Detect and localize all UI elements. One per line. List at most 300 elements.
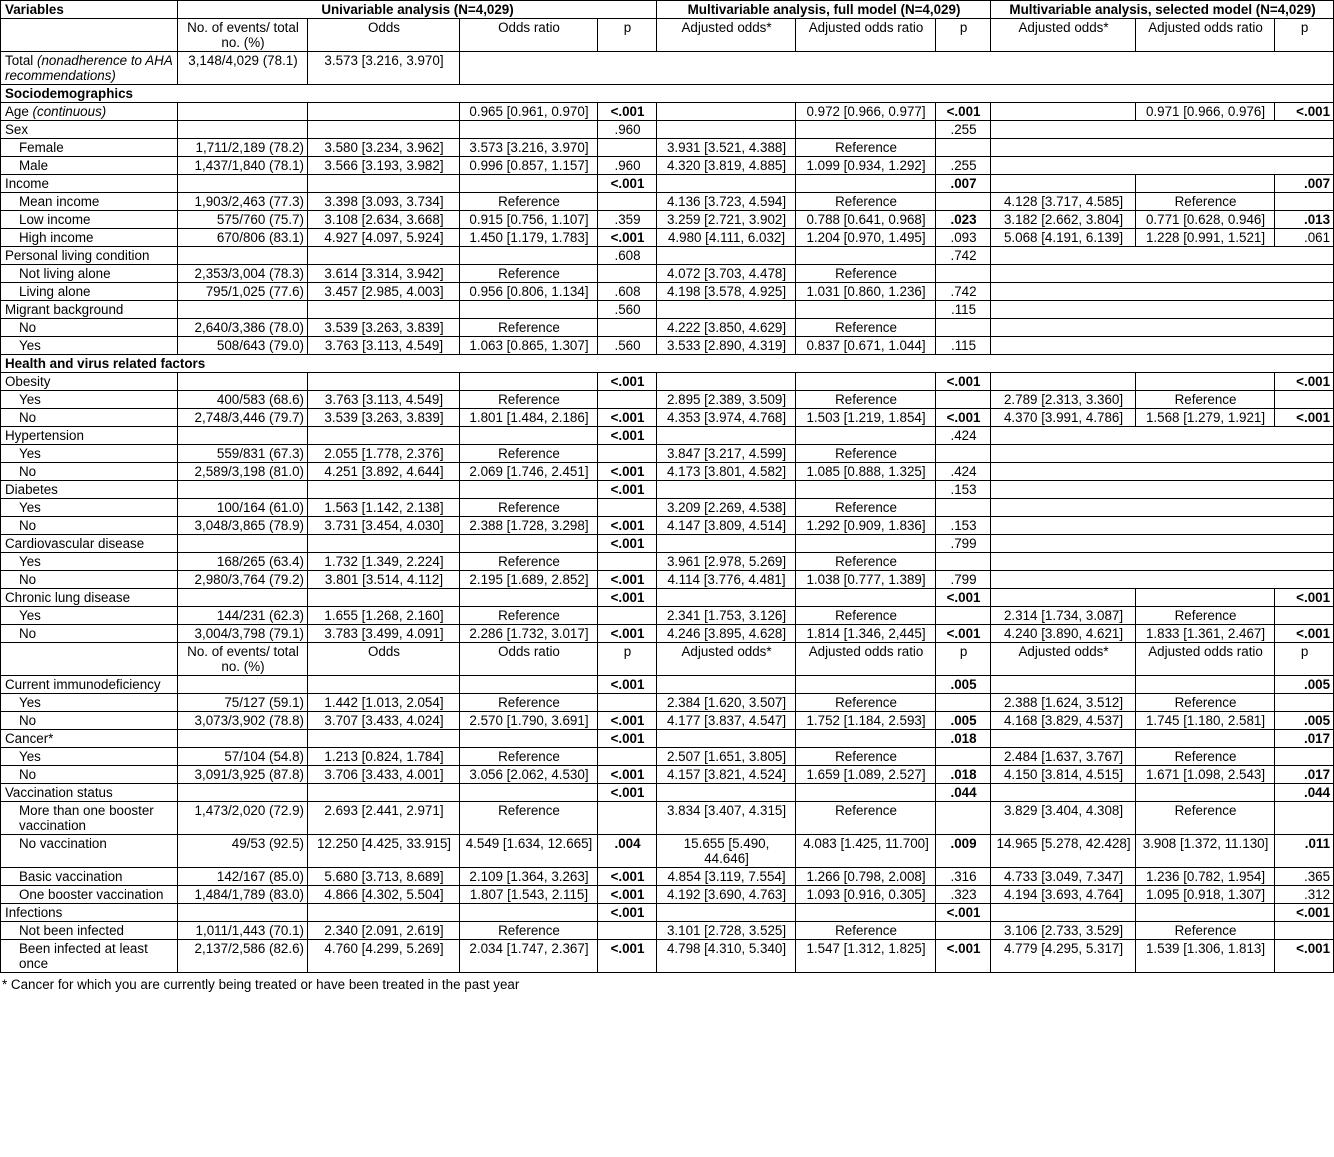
row-label — [1, 589, 178, 607]
row-label — [1, 463, 178, 481]
adjusted-odds-ratio-cell: 1.539 [1.306, 1.813] — [1136, 940, 1275, 973]
p-value-cell: .316 — [936, 868, 991, 886]
adjusted-odds-cell: 4.246 [3.895, 4.628] — [657, 625, 796, 643]
subheader-events: No. of events/ total no. (%) — [178, 19, 308, 52]
table-row — [1, 868, 1334, 886]
row-label-text: Migrant background — [5, 302, 124, 317]
p-value-cell — [936, 193, 991, 211]
odds-ratio-cell — [460, 784, 598, 802]
odds-cell: 3.731 [3.454, 4.030] — [308, 517, 460, 535]
adjusted-odds-ratio-cell: 3.908 [1.372, 11.130] — [1136, 835, 1275, 868]
p-value-cell: <.001 — [936, 373, 991, 391]
adjusted-odds-cell — [657, 175, 796, 193]
p-value-cell: <.001 — [598, 373, 657, 391]
table-row — [1, 211, 1334, 229]
odds-cell: 4.760 [4.299, 5.269] — [308, 940, 460, 973]
row-label-text: Diabetes — [5, 482, 58, 497]
p-value-cell: <.001 — [598, 730, 657, 748]
p-value-cell: .424 — [936, 463, 991, 481]
p-value-cell: <.001 — [936, 103, 991, 121]
p-value-cell — [598, 922, 657, 940]
p-value-cell — [936, 922, 991, 940]
row-label-text: Sex — [5, 122, 29, 137]
p-value-cell — [1275, 193, 1334, 211]
odds-ratio-cell: 2.388 [1.728, 3.298] — [460, 517, 598, 535]
table-row — [1, 499, 1334, 517]
events-cell — [178, 589, 308, 607]
row-label — [1, 940, 178, 973]
events-cell: 2,589/3,198 (81.0) — [178, 463, 308, 481]
odds-cell: 3.573 [3.216, 3.970] — [308, 52, 460, 85]
p-value-cell: .153 — [936, 481, 991, 499]
adjusted-odds-cell: 4.072 [3.703, 4.478] — [657, 265, 796, 283]
odds-cell: 2.340 [2.091, 2.619] — [308, 922, 460, 940]
odds-cell: 3.707 [3.433, 4.024] — [308, 712, 460, 730]
p-value-cell: .044 — [936, 784, 991, 802]
odds-cell — [308, 247, 460, 265]
p-value-cell — [936, 553, 991, 571]
p-value-cell: .608 — [598, 283, 657, 301]
adjusted-odds-cell — [991, 373, 1136, 391]
events-cell: 1,903/2,463 (77.3) — [178, 193, 308, 211]
odds-cell: 1.732 [1.349, 2.224] — [308, 553, 460, 571]
adjusted-odds-cell — [991, 784, 1136, 802]
empty-cell — [991, 265, 1334, 283]
adjusted-odds-ratio-cell — [1136, 589, 1275, 607]
row-label-text: Current immunodeficiency — [5, 677, 161, 692]
subheader-adjusted-odds-ratio: Adjusted odds ratio — [796, 19, 936, 52]
p-value-cell: <.001 — [598, 463, 657, 481]
p-value-cell: <.001 — [936, 625, 991, 643]
adjusted-odds-ratio-cell: 1.204 [0.970, 1.495] — [796, 229, 936, 247]
row-label — [1, 283, 178, 301]
odds-cell: 3.763 [3.113, 4.549] — [308, 337, 460, 355]
table-row — [1, 517, 1334, 535]
table-row — [1, 625, 1334, 643]
row-label — [1, 868, 178, 886]
row-label-text: No — [19, 410, 37, 425]
row-label-text: Been infected at least once — [19, 941, 148, 971]
row-label — [1, 748, 178, 766]
adjusted-odds-cell — [657, 784, 796, 802]
p-value-cell — [598, 553, 657, 571]
subheader-adjusted-odds: Adjusted odds* — [991, 643, 1136, 676]
empty-cell — [991, 247, 1334, 265]
events-cell: 144/231 (62.3) — [178, 607, 308, 625]
odds-ratio-cell: 1.450 [1.179, 1.783] — [460, 229, 598, 247]
row-label — [1, 694, 178, 712]
row-label-text: Basic vaccination — [19, 869, 123, 884]
row-label-text: No — [19, 518, 37, 533]
odds-ratio-cell: 2.286 [1.732, 3.017] — [460, 625, 598, 643]
row-label — [1, 427, 178, 445]
odds-ratio-cell: 0.915 [0.756, 1.107] — [460, 211, 598, 229]
events-cell — [178, 535, 308, 553]
adjusted-odds-cell: 4.168 [3.829, 4.537] — [991, 712, 1136, 730]
odds-ratio-cell — [460, 301, 598, 319]
odds-ratio-cell: Reference — [460, 607, 598, 625]
odds-ratio-cell: Reference — [460, 694, 598, 712]
p-value-cell: <.001 — [936, 904, 991, 922]
table-row — [1, 607, 1334, 625]
empty-cell — [991, 445, 1334, 463]
adjusted-odds-ratio-cell: Reference — [796, 499, 936, 517]
p-value-cell: .255 — [936, 157, 991, 175]
p-value-cell: <.001 — [598, 517, 657, 535]
row-label-note: (continuous) — [32, 104, 107, 119]
table-row — [1, 904, 1334, 922]
adjusted-odds-cell: 4.980 [4.111, 6.032] — [657, 229, 796, 247]
odds-ratio-cell: Reference — [460, 445, 598, 463]
row-label-text: Low income — [19, 212, 91, 227]
row-label — [1, 175, 178, 193]
events-cell — [178, 730, 308, 748]
row-label-text: Hypertension — [5, 428, 84, 443]
p-value-cell — [936, 748, 991, 766]
p-value-cell: <.001 — [598, 886, 657, 904]
events-cell: 1,711/2,189 (78.2) — [178, 139, 308, 157]
events-cell — [178, 373, 308, 391]
odds-cell: 3.539 [3.263, 3.839] — [308, 409, 460, 427]
events-cell — [178, 121, 308, 139]
subheader-p: p — [598, 643, 657, 676]
odds-ratio-cell — [460, 247, 598, 265]
odds-cell — [308, 784, 460, 802]
adjusted-odds-cell: 4.192 [3.690, 4.763] — [657, 886, 796, 904]
adjusted-odds-cell: 3.106 [2.733, 3.529] — [991, 922, 1136, 940]
odds-ratio-cell — [460, 481, 598, 499]
p-value-cell: .323 — [936, 886, 991, 904]
p-value-cell: <.001 — [1275, 103, 1334, 121]
odds-cell: 4.251 [3.892, 4.644] — [308, 463, 460, 481]
odds-cell: 1.655 [1.268, 2.160] — [308, 607, 460, 625]
table-row — [1, 589, 1334, 607]
p-value-cell: <.001 — [1275, 625, 1334, 643]
adjusted-odds-ratio-cell: 1.292 [0.909, 1.836] — [796, 517, 936, 535]
row-label-text: No — [19, 713, 37, 728]
p-value-cell — [936, 139, 991, 157]
table-body — [1, 52, 1334, 973]
adjusted-odds-ratio-cell — [796, 535, 936, 553]
adjusted-odds-cell: 4.177 [3.837, 4.547] — [657, 712, 796, 730]
empty-cell — [991, 517, 1334, 535]
adjusted-odds-ratio-cell: 1.095 [0.918, 1.307] — [1136, 886, 1275, 904]
odds-cell: 3.566 [3.193, 3.982] — [308, 157, 460, 175]
row-label-text: Vaccination status — [5, 785, 113, 800]
odds-cell: 3.398 [3.093, 3.734] — [308, 193, 460, 211]
table-row — [1, 886, 1334, 904]
events-cell — [178, 676, 308, 694]
p-value-cell: .061 — [1275, 229, 1334, 247]
row-label-text: Mean income — [19, 194, 100, 209]
p-value-cell: .044 — [1275, 784, 1334, 802]
row-label-text: High income — [19, 230, 94, 245]
p-value-cell: .017 — [1275, 730, 1334, 748]
adjusted-odds-ratio-cell: 0.788 [0.641, 0.968] — [796, 211, 936, 229]
footnote: * Cancer for which you are currently being treated or have been treated in the past year — [2, 977, 520, 992]
adjusted-odds-ratio-cell — [1136, 784, 1275, 802]
row-label — [1, 676, 178, 694]
p-value-cell: <.001 — [598, 571, 657, 589]
row-label-text: No — [19, 572, 37, 587]
adjusted-odds-ratio-cell: Reference — [796, 802, 936, 835]
row-label — [1, 103, 178, 121]
adjusted-odds-cell: 4.222 [3.850, 4.629] — [657, 319, 796, 337]
odds-ratio-cell — [460, 730, 598, 748]
events-cell — [178, 904, 308, 922]
row-label-text: Living alone — [19, 284, 91, 299]
table-row — [1, 157, 1334, 175]
adjusted-odds-ratio-cell: 1.031 [0.860, 1.236] — [796, 283, 936, 301]
odds-cell — [308, 535, 460, 553]
p-value-cell: .742 — [936, 283, 991, 301]
row-label-text: Age — [5, 104, 33, 119]
events-cell: 670/806 (83.1) — [178, 229, 308, 247]
odds-ratio-cell: Reference — [460, 553, 598, 571]
row-label-text: Male — [19, 158, 49, 173]
row-label — [1, 121, 178, 139]
adjusted-odds-ratio-cell: 1.547 [1.312, 1.825] — [796, 940, 936, 973]
subheader-odds: Odds — [308, 643, 460, 676]
adjusted-odds-cell: 3.209 [2.269, 4.538] — [657, 499, 796, 517]
adjusted-odds-cell: 4.798 [4.310, 5.340] — [657, 940, 796, 973]
row-label-text: Cardiovascular disease — [5, 536, 145, 551]
p-value-cell: <.001 — [1275, 373, 1334, 391]
table-row — [1, 748, 1334, 766]
odds-cell: 4.866 [4.302, 5.504] — [308, 886, 460, 904]
adjusted-odds-ratio-cell: Reference — [796, 607, 936, 625]
adjusted-odds-ratio-cell: 4.083 [1.425, 11.700] — [796, 835, 936, 868]
subheader-adjusted-odds: Adjusted odds* — [991, 19, 1136, 52]
odds-cell — [308, 301, 460, 319]
adjusted-odds-cell: 4.854 [3.119, 7.554] — [657, 868, 796, 886]
table-row — [1, 802, 1334, 835]
adjusted-odds-ratio-cell: 1.099 [0.934, 1.292] — [796, 157, 936, 175]
p-value-cell — [936, 319, 991, 337]
adjusted-odds-cell: 14.965 [5.278, 42.428] — [991, 835, 1136, 868]
table-subheader-row — [1, 643, 1334, 676]
row-label-text: Cancer* — [5, 731, 54, 746]
row-label — [1, 319, 178, 337]
subheader-odds: Odds — [308, 19, 460, 52]
p-value-cell — [936, 802, 991, 835]
odds-cell: 3.706 [3.433, 4.001] — [308, 766, 460, 784]
header-univariable: Univariable analysis (N=4,029) — [178, 1, 657, 19]
odds-ratio-cell: 2.069 [1.746, 2.451] — [460, 463, 598, 481]
odds-ratio-cell: 2.109 [1.364, 3.263] — [460, 868, 598, 886]
p-value-cell: .005 — [1275, 712, 1334, 730]
adjusted-odds-ratio-cell — [796, 175, 936, 193]
p-value-cell: <.001 — [598, 904, 657, 922]
adjusted-odds-ratio-cell: Reference — [796, 319, 936, 337]
adjusted-odds-ratio-cell: Reference — [796, 265, 936, 283]
row-label-text: Yes — [19, 500, 41, 515]
row-label — [1, 481, 178, 499]
adjusted-odds-ratio-cell — [796, 373, 936, 391]
empty-cell — [991, 535, 1334, 553]
header-multivariable-selected: Multivariable analysis, selected model (N=4,029) — [991, 1, 1334, 19]
subheader-odds-ratio: Odds ratio — [460, 19, 598, 52]
p-value-cell: <.001 — [598, 229, 657, 247]
p-value-cell: <.001 — [598, 940, 657, 973]
empty-cell — [991, 301, 1334, 319]
events-cell: 57/104 (54.8) — [178, 748, 308, 766]
adjusted-odds-ratio-cell: 1.752 [1.184, 2.593] — [796, 712, 936, 730]
adjusted-odds-cell — [657, 676, 796, 694]
p-value-cell: .005 — [936, 676, 991, 694]
p-value-cell: <.001 — [1275, 904, 1334, 922]
events-cell — [178, 301, 308, 319]
adjusted-odds-ratio-cell: 1.038 [0.777, 1.389] — [796, 571, 936, 589]
adjusted-odds-cell — [657, 103, 796, 121]
adjusted-odds-ratio-cell: 0.837 [0.671, 1.044] — [796, 337, 936, 355]
table-header-row — [1, 1, 1334, 19]
events-cell: 3,148/4,029 (78.1) — [178, 52, 308, 85]
row-label — [1, 766, 178, 784]
adjusted-odds-cell: 2.507 [1.651, 3.805] — [657, 748, 796, 766]
row-label-text: Income — [5, 176, 49, 191]
events-cell: 75/127 (59.1) — [178, 694, 308, 712]
adjusted-odds-ratio-cell: 1.568 [1.279, 1.921] — [1136, 409, 1275, 427]
odds-ratio-cell — [460, 427, 598, 445]
events-cell — [178, 247, 308, 265]
adjusted-odds-cell — [657, 904, 796, 922]
odds-ratio-cell: 0.965 [0.961, 0.970] — [460, 103, 598, 121]
row-label — [1, 904, 178, 922]
odds-cell — [308, 676, 460, 694]
adjusted-odds-ratio-cell: Reference — [796, 193, 936, 211]
odds-cell: 3.763 [3.113, 4.549] — [308, 391, 460, 409]
row-label — [1, 571, 178, 589]
adjusted-odds-cell — [991, 730, 1136, 748]
p-value-cell — [1275, 802, 1334, 835]
row-label — [1, 265, 178, 283]
odds-ratio-cell — [460, 373, 598, 391]
adjusted-odds-ratio-cell — [796, 427, 936, 445]
row-label — [1, 301, 178, 319]
adjusted-odds-ratio-cell — [796, 121, 936, 139]
p-value-cell — [598, 193, 657, 211]
adjusted-odds-cell — [657, 373, 796, 391]
empty-cell — [991, 157, 1334, 175]
table-row — [1, 784, 1334, 802]
row-label-text: Personal living condition — [5, 248, 150, 263]
table-row — [1, 463, 1334, 481]
row-label — [1, 337, 178, 355]
adjusted-odds-cell: 4.370 [3.991, 4.786] — [991, 409, 1136, 427]
empty-cell — [991, 481, 1334, 499]
row-label-text: Chronic lung disease — [5, 590, 131, 605]
adjusted-odds-cell: 3.259 [2.721, 3.902] — [657, 211, 796, 229]
empty-cell — [991, 319, 1334, 337]
adjusted-odds-cell: 3.847 [3.217, 4.599] — [657, 445, 796, 463]
adjusted-odds-ratio-cell — [1136, 676, 1275, 694]
p-value-cell: <.001 — [598, 589, 657, 607]
row-label — [1, 784, 178, 802]
odds-cell: 2.055 [1.778, 2.376] — [308, 445, 460, 463]
p-value-cell: .005 — [1275, 676, 1334, 694]
adjusted-odds-cell: 4.147 [3.809, 4.514] — [657, 517, 796, 535]
odds-cell: 5.680 [3.713, 8.689] — [308, 868, 460, 886]
subheader-odds-ratio: Odds ratio — [460, 643, 598, 676]
adjusted-odds-cell: 2.484 [1.637, 3.767] — [991, 748, 1136, 766]
table-row — [1, 175, 1334, 193]
odds-ratio-cell: 4.549 [1.634, 12.665] — [460, 835, 598, 868]
p-value-cell: .115 — [936, 301, 991, 319]
p-value-cell: .115 — [936, 337, 991, 355]
adjusted-odds-ratio-cell: Reference — [796, 748, 936, 766]
odds-cell: 3.580 [3.234, 3.962] — [308, 139, 460, 157]
header-multivariable-full: Multivariable analysis, full model (N=4,029) — [657, 1, 991, 19]
p-value-cell: <.001 — [1275, 409, 1334, 427]
row-label — [1, 229, 178, 247]
adjusted-odds-cell: 15.655 [5.490, 44.646] — [657, 835, 796, 868]
p-value-cell — [936, 607, 991, 625]
p-value-cell: .018 — [936, 766, 991, 784]
adjusted-odds-cell: 4.157 [3.821, 4.524] — [657, 766, 796, 784]
row-label — [1, 409, 178, 427]
p-value-cell: <.001 — [598, 535, 657, 553]
events-cell: 2,980/3,764 (79.2) — [178, 571, 308, 589]
row-label-text: Yes — [19, 695, 41, 710]
p-value-cell — [1275, 391, 1334, 409]
odds-cell — [308, 589, 460, 607]
adjusted-odds-ratio-cell — [796, 676, 936, 694]
adjusted-odds-cell: 2.341 [1.753, 3.126] — [657, 607, 796, 625]
table-row — [1, 52, 1334, 85]
adjusted-odds-cell: 3.834 [3.407, 4.315] — [657, 802, 796, 835]
adjusted-odds-ratio-cell: Reference — [1136, 802, 1275, 835]
events-cell: 400/583 (68.6) — [178, 391, 308, 409]
adjusted-odds-cell — [657, 301, 796, 319]
odds-ratio-cell: Reference — [460, 265, 598, 283]
table-row — [1, 391, 1334, 409]
adjusted-odds-ratio-cell: Reference — [1136, 607, 1275, 625]
table-row — [1, 940, 1334, 973]
p-value-cell: .365 — [1275, 868, 1334, 886]
adjusted-odds-cell — [657, 730, 796, 748]
adjusted-odds-cell — [657, 589, 796, 607]
adjusted-odds-cell: 4.733 [3.049, 7.347] — [991, 868, 1136, 886]
adjusted-odds-cell: 4.320 [3.819, 4.885] — [657, 157, 796, 175]
adjusted-odds-ratio-cell: Reference — [796, 922, 936, 940]
adjusted-odds-ratio-cell: Reference — [1136, 391, 1275, 409]
adjusted-odds-cell: 3.101 [2.728, 3.525] — [657, 922, 796, 940]
table-row — [1, 103, 1334, 121]
adjusted-odds-cell: 3.533 [2.890, 4.319] — [657, 337, 796, 355]
table-row — [1, 730, 1334, 748]
p-value-cell: .023 — [936, 211, 991, 229]
odds-ratio-cell: Reference — [460, 193, 598, 211]
p-value-cell: .424 — [936, 427, 991, 445]
odds-cell — [308, 481, 460, 499]
events-cell: 1,437/1,840 (78.1) — [178, 157, 308, 175]
adjusted-odds-cell: 3.182 [2.662, 3.804] — [991, 211, 1136, 229]
events-cell: 2,640/3,386 (78.0) — [178, 319, 308, 337]
row-label — [1, 886, 178, 904]
events-cell: 3,091/3,925 (87.8) — [178, 766, 308, 784]
subheader-blank — [1, 643, 178, 676]
table-row — [1, 319, 1334, 337]
p-value-cell: .093 — [936, 229, 991, 247]
odds-ratio-cell: 3.573 [3.216, 3.970] — [460, 139, 598, 157]
section-row — [1, 85, 1334, 103]
adjusted-odds-cell: 4.173 [3.801, 4.582] — [657, 463, 796, 481]
events-cell: 1,011/1,443 (70.1) — [178, 922, 308, 940]
section-title: Health and virus related factors — [1, 355, 1334, 373]
adjusted-odds-ratio-cell — [796, 481, 936, 499]
p-value-cell — [598, 748, 657, 766]
